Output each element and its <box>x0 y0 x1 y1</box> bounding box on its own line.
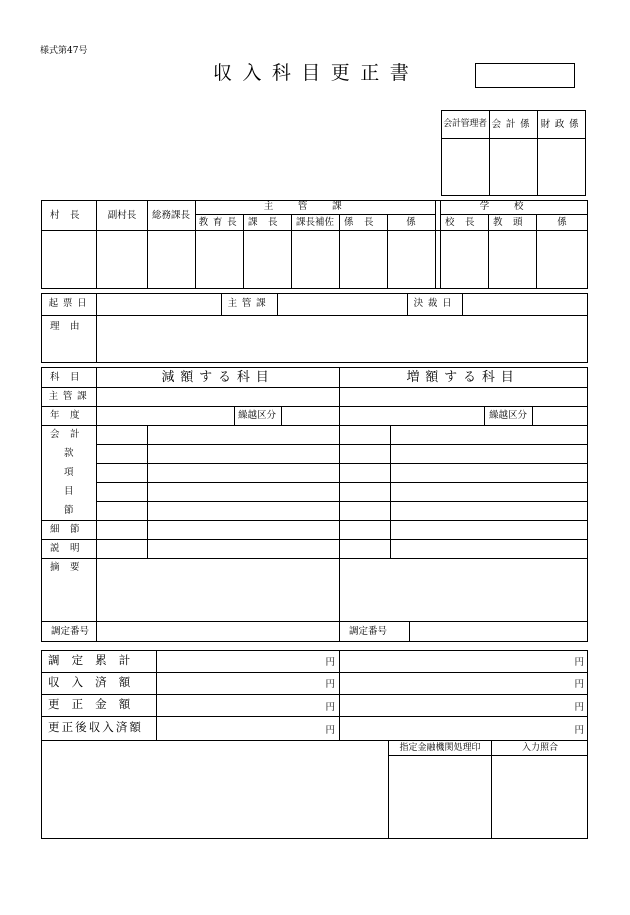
decrease-adjust-no-label: 調定番号 <box>50 626 90 637</box>
decision-date-label: 決裁日 <box>413 298 457 309</box>
draft-date-label: 起票日 <box>48 298 92 309</box>
adjusted-total-label: 調定累計 <box>48 653 143 667</box>
school-label: 学校 <box>479 201 549 212</box>
mayor-label: 村長 <box>50 210 90 221</box>
subjects-box <box>41 367 588 642</box>
yen-mark: 円 <box>325 679 335 690</box>
accounting-staff-label: 会計係 <box>491 119 535 130</box>
yen-mark: 円 <box>574 657 584 668</box>
principal-label: 校長 <box>445 217 485 228</box>
yen-mark: 円 <box>574 679 584 690</box>
received-amount-label: 収入済額 <box>48 675 143 689</box>
row-fiscal-year-label: 年度 <box>50 410 90 421</box>
row-moku-label: 目 <box>64 486 74 497</box>
division-chief-label: 課長 <box>248 217 288 228</box>
reason-label: 理由 <box>50 321 90 332</box>
accounting-manager-label: 会計管理者 <box>443 119 487 129</box>
post-correction-received-label: 更正後収入済額 <box>48 720 143 734</box>
form-title: 収入科目更正書 <box>213 62 420 84</box>
decrease-carryover-label: 繰越区分 <box>237 410 277 421</box>
row-account-label: 会計 <box>50 429 90 440</box>
row-kou-label: 項 <box>64 467 74 478</box>
yen-mark: 円 <box>325 702 335 713</box>
yen-mark: 円 <box>325 657 335 668</box>
increase-subject-heading: 増額する科目 <box>406 370 520 385</box>
correction-amount-label: 更正金額 <box>48 697 143 711</box>
yen-mark: 円 <box>574 702 584 713</box>
row-description-label: 説明 <box>50 543 90 554</box>
school-staff-label: 係 <box>557 217 567 228</box>
row-kan-label: 款 <box>64 448 74 459</box>
increase-adjust-no-label: 調定番号 <box>348 626 388 637</box>
finance-staff-label: 財政係 <box>540 119 584 130</box>
staff-label: 係 <box>406 217 416 228</box>
row-saisetsu-label: 細節 <box>50 524 90 535</box>
section-chief-label: 係長 <box>344 217 384 228</box>
form-number: 様式第47号 <box>40 46 88 56</box>
general-affairs-chief-label: 総務課長 <box>151 210 191 221</box>
increase-carryover-label: 繰越区分 <box>488 410 528 421</box>
row-summary-label: 摘要 <box>50 562 90 573</box>
info-box <box>41 293 588 363</box>
row-main-div-label: 主管課 <box>48 391 92 402</box>
yen-mark: 円 <box>325 725 335 736</box>
vice-principal-label: 教頭 <box>493 217 533 228</box>
input-check-label: 入力照合 <box>521 743 559 753</box>
subject-label: 科目 <box>50 372 90 383</box>
decrease-subject-heading: 減額する科目 <box>161 370 275 385</box>
row-setsu-label: 節 <box>64 505 74 516</box>
bank-seal-label: 指定金融機関処理印 <box>399 743 481 753</box>
stamp-box <box>475 63 575 88</box>
deputy-mayor-label: 副村長 <box>107 210 137 221</box>
assistant-chief-label: 課長補佐 <box>295 217 335 228</box>
yen-mark: 円 <box>574 725 584 736</box>
main-division-label: 主管課 <box>263 201 367 212</box>
main-div-label: 主管課 <box>227 298 271 309</box>
education-chief-label: 教育長 <box>198 217 242 228</box>
